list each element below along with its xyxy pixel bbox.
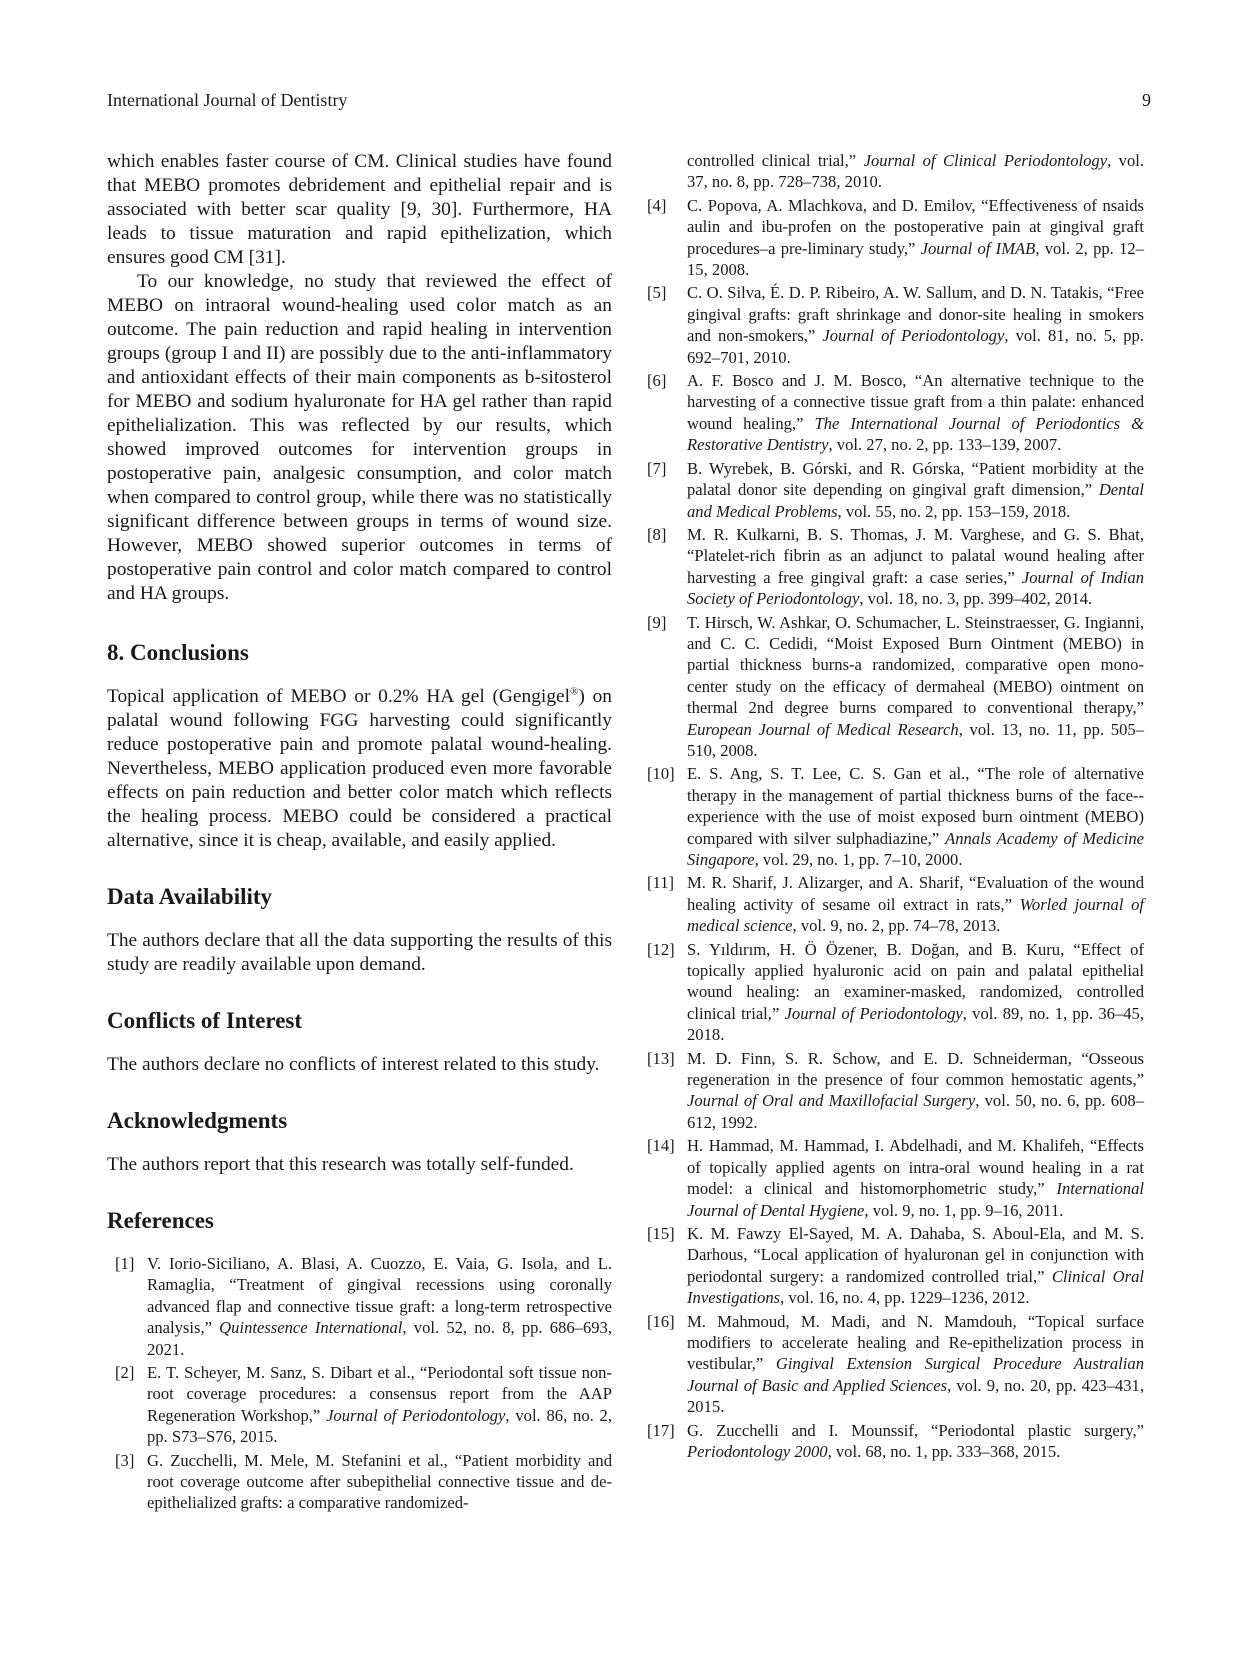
reference-3-start: [3] G. Zucchelli, M. Mele, M. Stefanini et al., “Patient morbidity and root coverage outcome after subepithelial connective tissue and de-epithelialized grafts: a comparative randomized- — [115, 1450, 612, 1513]
conclusions-paragraph — [107, 685, 612, 853]
acknowledgments-heading: Acknowledgments — [107, 1108, 288, 1133]
reference-17: [17] G. Zucchelli and I. Mounssif, “Periodontal plastic surgery,” Periodontology 2000, vol. 68, no. 1, pp. 333–368, 2015. — [647, 1420, 1144, 1461]
discussion-paragraph-1: which enables faster course of CM. Clinical studies have found that MEBO promotes debridement and epithelial repair and is associated with better scar quality [9, 30]. Furthermore, HA leads to tissue maturation and rapid epithelization, which ensures good CM [31]. — [107, 151, 612, 268]
left-column — [107, 150, 612, 1516]
conflicts-heading: Conflicts of Interest — [107, 1008, 303, 1033]
reference-16: [16] M. Mahmoud, M. Madi, and N. Mamdouh, “Topical surface modifiers to accelerate healing and Re-epithelization process in vestibular,” Gingival Extension Surgical Procedure Australian Journal of Basic and Applied Sciences, vol. 9, no. 20, pp. 423–431, 2015. — [647, 1311, 1144, 1417]
registered-mark: ® — [570, 685, 579, 698]
acknowledgments-text: The authors report that this research was totally self-funded. — [107, 1154, 574, 1175]
references-list-left — [107, 1253, 612, 1514]
reference-13: [13] M. D. Finn, S. R. Schow, and E. D. Schneiderman, “Osseous regeneration in the presence of four common hemostatic agents,” Journal of Oral and Maxillofacial Surgery, vol. 50, no. 6, pp. 608–612, 1992. — [647, 1048, 1144, 1132]
reference-3-continued: controlled clinical trial,” Journal of Clinical Periodontology, vol. 37, no. 8, pp. 728–738, 2010. — [687, 151, 1144, 192]
reference-15: [15] K. M. Fawzy El-Sayed, M. A. Dahaba, S. Aboul-Ela, and M. S. Darhous, “Local application of hyaluronan gel in conjunction with periodontal surgery: a randomized controlled trial,” Clinical Oral Investigations, vol. 16, no. 4, pp. 1229–1236, 2012. — [647, 1223, 1144, 1308]
right-column — [647, 150, 1144, 1464]
reference-6: [6] A. F. Bosco and J. M. Bosco, “An alternative technique to the harvesting of a connective tissue graft from a thin palate: enhanced wound healing,” The International Journal of Periodontics & Restorative Dentistry, vol. 27, no. 2, pp. 133–139, 2007. — [647, 371, 1144, 455]
running-header — [107, 90, 1151, 111]
reference-8: [8] M. R. Kulkarni, B. S. Thomas, J. M. Varghese, and G. S. Bhat, “Platelet-rich fibrin as an adjunct to palatal wound healing after harvesting a free gingival graft: a case series,” Journal of Indian Society of Periodontology, vol. 18, no. 3, pp. 399–402, 2014. — [647, 524, 1144, 609]
reference-7: [7] B. Wyrebek, B. Górski, and R. Górska, “Patient morbidity at the palatal donor site depending on gingival graft dimension,” Dental and Medical Problems, vol. 55, no. 2, pp. 153–159, 2018. — [647, 458, 1144, 521]
conclusions-text-start: Topical application of MEBO or 0.2% HA gel (Gengigel — [107, 686, 571, 707]
reference-14: [14] H. Hammad, M. Hammad, I. Abdelhadi, and M. Khalifeh, “Effects of topically applied agents on intra-oral wound healing in a rat model: a clinical and histomorphometric study,” International Journal of Dental Hygiene, vol. 9, no. 1, pp. 9–16, 2011. — [647, 1136, 1144, 1220]
reference-11: [11] M. R. Sharif, J. Alizarger, and A. Sharif, “Evaluation of the wound healing activity of sesame oil extract in rats,” Worled journal of medical science, vol. 9, no. 2, pp. 74–78, 2013. — [647, 873, 1144, 936]
reference-12: [12] S. Yıldırım, H. Ö Özener, B. Doğan, and B. Kuru, “Effect of topically applied hyaluronic acid on pain and palatal epithelial wound healing: an examiner-masked, randomized, controlled clinical trial,” Journal of Periodontology, vol. 89, no. 1, pp. 36–45, 2018. — [647, 939, 1144, 1045]
conflicts-text: The authors declare no conflicts of interest related to this study. — [107, 1054, 600, 1075]
reference-1: [1] V. Iorio-Siciliano, A. Blasi, A. Cuozzo, E. Vaia, G. Isola, and L. Ramaglia, “Treatment of gingival recessions using coronally advanced flap and connective tissue graft: a long-term retrospective analysis,” Quintessence International, vol. 52, no. 8, pp. 686–693, 2021. — [115, 1254, 612, 1359]
journal-title: International Journal of Dentistry — [107, 90, 348, 110]
conclusions-heading: 8. Conclusions — [107, 640, 249, 665]
data-availability-heading: Data Availability — [107, 884, 273, 909]
discussion-paragraph-2: To our knowledge, no study that reviewed the effect of MEBO on intraoral wound-healing used color match as an outcome. The pain reduction and rapid healing in intervention groups (group I and II) are possibly due to the anti-inflammatory and antioxidant effects of their main components as b-sitosterol for MEBO and sodium hyaluronate for HA gel rather than rapid epithelialization. This was reflected by our results, which showed improved outcomes for intervention groups in postoperative pain, analgesic consumption, and color match when compared to control group, while there was no statistically significant difference between groups in terms of wound size. However, MEBO showed superior outcomes in terms of postoperative pain control and color match compared to control and HA groups. — [107, 271, 612, 604]
references-heading: References — [107, 1208, 214, 1233]
data-availability-text: The authors declare that all the data supporting the results of this study are readily available upon demand. — [107, 930, 612, 975]
reference-4: [4] C. Popova, A. Mlachkova, and D. Emilov, “Effectiveness of nsaids aulin and ibu-profen on the postoperative pain at gingival graft procedures–a pre-liminary study,” Journal of IMAB, vol. 2, pp. 12–15, 2008. — [647, 195, 1144, 280]
reference-5: [5] C. O. Silva, É. D. P. Ribeiro, A. W. Sallum, and D. N. Tatakis, “Free gingival grafts: graft shrinkage and donor-site healing in smokers and non-smokers,” Journal of Periodontology, vol. 81, no. 5, pp. 692–701, 2010. — [647, 283, 1144, 367]
reference-10: [10] E. S. Ang, S. T. Lee, C. S. Gan et al., “The role of alternative therapy in the management of partial thickness burns of the face--experience with the use of moist exposed burn ointment (MEBO) compared with silver sulphadiazine,” Annals Academy of Medicine Singapore, vol. 29, no. 1, pp. 7–10, 2000. — [647, 764, 1144, 869]
reference-9: [9] T. Hirsch, W. Ashkar, O. Schumacher, L. Steinstraesser, G. Ingianni, and C. C. Cedidi, “Moist Exposed Burn Ointment (MEBO) in partial thickness burns-a randomized, comparative open mono-center study on the efficacy of dermaheal (MEBO) ointment on thermal 2nd degree burns compared to conventional therapy,” European Journal of Medical Research, vol. 13, no. 11, pp. 505–510, 2008. — [647, 612, 1144, 760]
reference-2: [2] E. T. Scheyer, M. Sanz, S. Dibart et al., “Periodontal soft tissue non-root coverage procedures: a consensus report from the AAP Regeneration Workshop,” Journal of Periodontology, vol. 86, no. 2, pp. S73–S76, 2015. — [115, 1363, 612, 1447]
conclusions-text-end: ) on palatal wound following FGG harvesting could significantly reduce postoperative pain and promote palatal wound-healing. Nevertheless, MEBO application produced even more favorable effects on pain reduction and better color match which reflects the healing process. MEBO could be considered a practical alternative, since it is cheap, available, and easily applied. — [107, 686, 612, 851]
page-number: 9 — [1142, 90, 1151, 110]
